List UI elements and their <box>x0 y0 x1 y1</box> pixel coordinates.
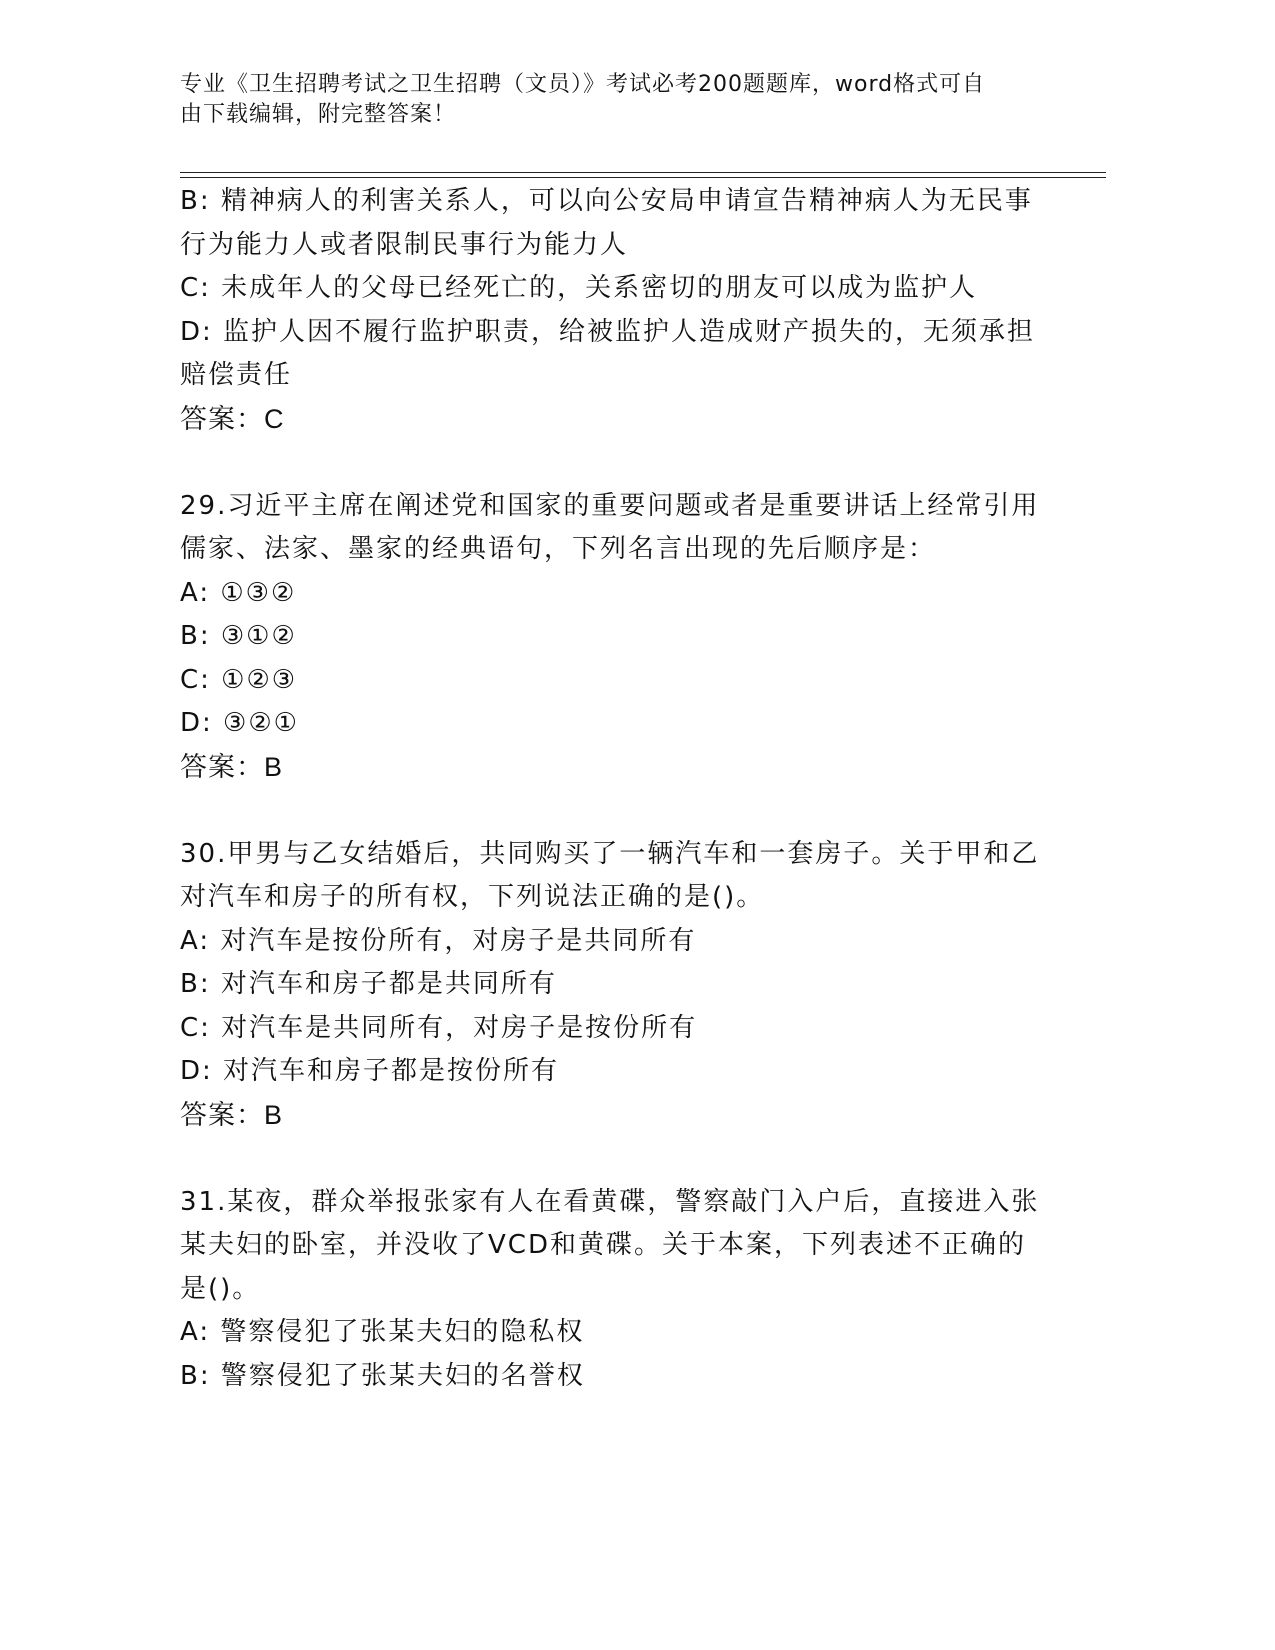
option-c: C: 对汽车是共同所有，对房子是按份所有 <box>180 1012 698 1043</box>
option-a: A: 警察侵犯了张某夫妇的隐私权 <box>180 1317 585 1347</box>
answer: 答案：C <box>180 403 285 434</box>
spacer <box>180 789 1040 833</box>
option-c: C: 未成年人的父母已经死亡的，关系密切的朋友可以成为监护人 <box>180 273 978 303</box>
option-b: B: 警察侵犯了张某夫妇的名誉权 <box>180 1360 585 1391</box>
option-b-line-2: 行为能力人或者限制民事行为能力人 <box>180 229 629 260</box>
document-body <box>180 180 1040 1398</box>
header-rule-bottom <box>180 177 1106 178</box>
question-30 <box>180 833 1040 1138</box>
header-rule-top <box>180 172 1106 173</box>
question-28 <box>180 180 1040 441</box>
question-stem-line-1: 30.甲男与乙女结婚后，共同购买了一辆汽车和一套房子。关于甲和乙 <box>180 838 1040 869</box>
option-d-line-2: 赔偿责任 <box>180 360 293 390</box>
option-c: C: ①②③ <box>180 664 298 695</box>
header-line-2: 由下载编辑，附完整答案！ <box>180 102 457 127</box>
spacer <box>180 441 1040 485</box>
question-stem-line-2: 对汽车和房子的所有权，下列说法正确的是()。 <box>180 882 765 912</box>
option-d-line-1: D: 监护人因不履行监护职责，给被监护人造成财产损失的，无须承担 <box>180 316 1036 347</box>
option-b-line-1: B: 精神病人的利害关系人，可以向公安局申请宣告精神病人为无民事 <box>180 186 1033 216</box>
option-b: B: ③①② <box>180 621 297 651</box>
option-a: A: 对汽车是按份所有，对房子是共同所有 <box>180 925 697 956</box>
question-29 <box>180 485 1040 790</box>
answer: 答案：B <box>180 1099 284 1130</box>
question-stem-line-1: 31.某夜，群众举报张家有人在看黄碟，警察敲门入户后，直接进入张 <box>180 1186 1040 1217</box>
header-line-1: 专业《卫生招聘考试之卫生招聘（文员）》考试必考200题题库，word格式可自 <box>180 72 986 97</box>
question-stem-line-2: 儒家、法家、墨家的经典语句，下列名言出现的先后顺序是： <box>180 534 937 564</box>
option-a: A: ①③② <box>180 577 297 608</box>
option-b: B: 对汽车和房子都是共同所有 <box>180 969 557 999</box>
page-header <box>180 70 1040 130</box>
question-stem-line-2: 某夫妇的卧室，并没收了VCD和黄碟。关于本案，下列表述不正确的 <box>180 1230 1026 1260</box>
option-d: D: ③②① <box>180 708 299 738</box>
option-d: D: 对汽车和房子都是按份所有 <box>180 1056 560 1086</box>
question-31 <box>180 1181 1040 1399</box>
question-stem-line-3: 是()。 <box>180 1273 261 1304</box>
answer: 答案：B <box>180 751 284 782</box>
question-stem-line-1: 29.习近平主席在阐述党和国家的重要问题或者是重要讲话上经常引用 <box>180 490 1040 521</box>
spacer <box>180 1137 1040 1181</box>
